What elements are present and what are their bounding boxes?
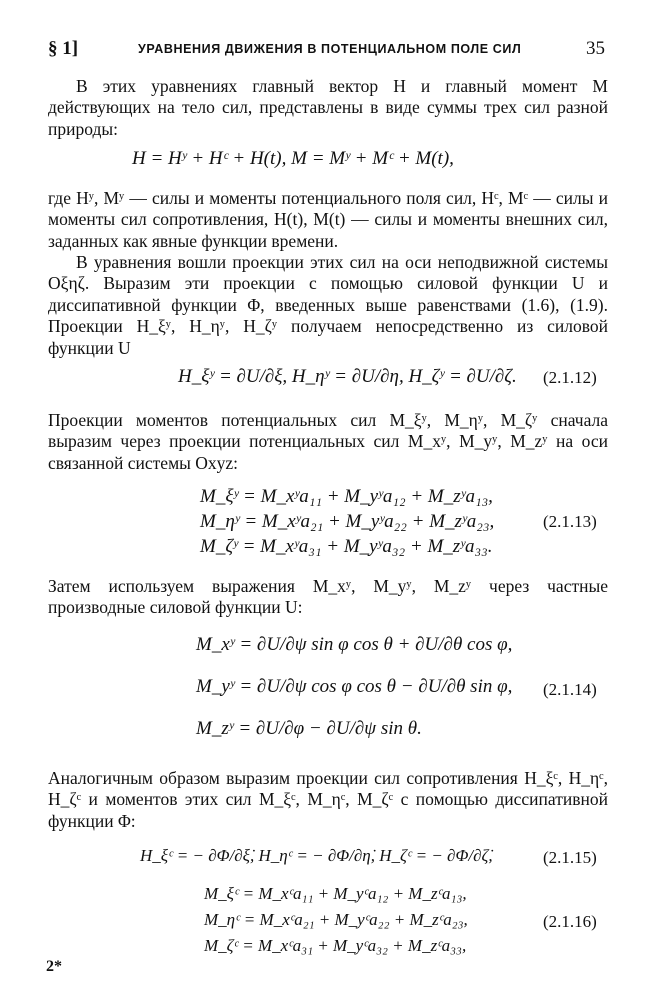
page-number: 35 xyxy=(586,38,605,59)
equation-number-2-1-14: (2.1.14) xyxy=(543,680,597,699)
paragraph-2: где Hʸ, Mʸ — силы и моменты потенциального поля сил, Hᶜ, Mᶜ — силы и моменты сил сопротивления, H(t), M(t) — силы и моменты внешних сил, заданных как явные функции времени. xyxy=(48,188,608,251)
running-title: УРАВНЕНИЯ ДВИЖЕНИЯ В ПОТЕНЦИАЛЬНОМ ПОЛЕ СИЛ xyxy=(138,42,522,56)
equation-2-1-12: H_ξʸ = ∂U/∂ξ, H_ηʸ = ∂U/∂η, H_ζʸ = ∂U/∂ζ. xyxy=(178,366,517,387)
paragraph-6: Аналогичным образом выразим проекции сил сопротивления H_ξᶜ, H_ηᶜ, H_ζᶜ и моментов этих сил M_ξᶜ, M_ηᶜ, M_ζᶜ с помощью диссипативной функции Φ: xyxy=(48,768,608,831)
equation-2-1-15: H_ξᶜ = − ∂Φ/∂ξ̇, H_ηᶜ = − ∂Φ/∂η̇, H_ζᶜ = − ∂Φ/∂ζ̇, xyxy=(140,846,493,865)
equation-2-1-16-row-3: M_ζᶜ = M_xᶜa₃₁ + M_yᶜa₃₂ + M_zᶜa₃₃, xyxy=(204,936,467,955)
signature-mark: 2* xyxy=(46,958,62,975)
equation-2-1-13-row-1: M_ξʸ = M_xʸa₁₁ + M_yʸa₁₂ + M_zʸa₁₃, xyxy=(200,486,493,507)
equation-2-1-14-row-1: M_xʸ = ∂U/∂ψ sin φ cos θ + ∂U/∂θ cos φ, xyxy=(196,634,513,655)
equation-number-2-1-16: (2.1.16) xyxy=(543,912,597,931)
paragraph-1: В этих уравнениях главный вектор H и главный момент M действующих на тело сил, представлены в виде суммы трех сил разной природы: xyxy=(48,76,608,139)
paragraph-4: Проекции моментов потенциальных сил M_ξʸ, M_ηʸ, M_ζʸ сначала выразим через проекции потенциальных сил M_xʸ, M_yʸ, M_zʸ на оси связанной системы Oxyz: xyxy=(48,410,608,473)
equation-sum: H = Hʸ + Hᶜ + H(t), M = Mʸ + Mᶜ + M(t), xyxy=(132,148,454,169)
equation-2-1-14-row-2: M_yʸ = ∂U/∂ψ cos φ cos θ − ∂U/∂θ sin φ, xyxy=(196,676,513,697)
equation-2-1-16-row-2: M_ηᶜ = M_xᶜa₂₁ + M_yᶜa₂₂ + M_zᶜa₂₃, xyxy=(204,910,468,929)
paragraph-3: В уравнения вошли проекции этих сил на оси неподвижной системы Oξηζ. Выразим эти проекции с помощью силовой функции U и диссипативной функции Φ, введенных выше равенствами (1.6), (1.9). Проекции H_ξʸ, H_ηʸ, H_ζʸ получаем непосредственно из силовой функции U xyxy=(48,252,608,358)
section-mark: § 1] xyxy=(48,38,79,59)
equation-number-2-1-15: (2.1.15) xyxy=(543,848,597,867)
equation-number-2-1-13: (2.1.13) xyxy=(543,512,597,531)
equation-2-1-14-row-3: M_zʸ = ∂U/∂φ − ∂U/∂ψ sin θ. xyxy=(196,718,422,739)
equation-number-2-1-12: (2.1.12) xyxy=(543,368,597,387)
equation-2-1-13-row-2: M_ηʸ = M_xʸa₂₁ + M_yʸa₂₂ + M_zʸa₂₃, xyxy=(200,511,495,532)
paragraph-5: Затем используем выражения M_xʸ, M_yʸ, M_zʸ через частные производные силовой функции U: xyxy=(48,576,608,618)
running-header xyxy=(48,38,605,64)
equation-2-1-13-row-3: M_ζʸ = M_xʸa₃₁ + M_yʸa₃₂ + M_zʸa₃₃. xyxy=(200,536,493,557)
equation-2-1-16-row-1: M_ξᶜ = M_xᶜa₁₁ + M_yᶜa₁₂ + M_zᶜa₁₃, xyxy=(204,884,467,903)
